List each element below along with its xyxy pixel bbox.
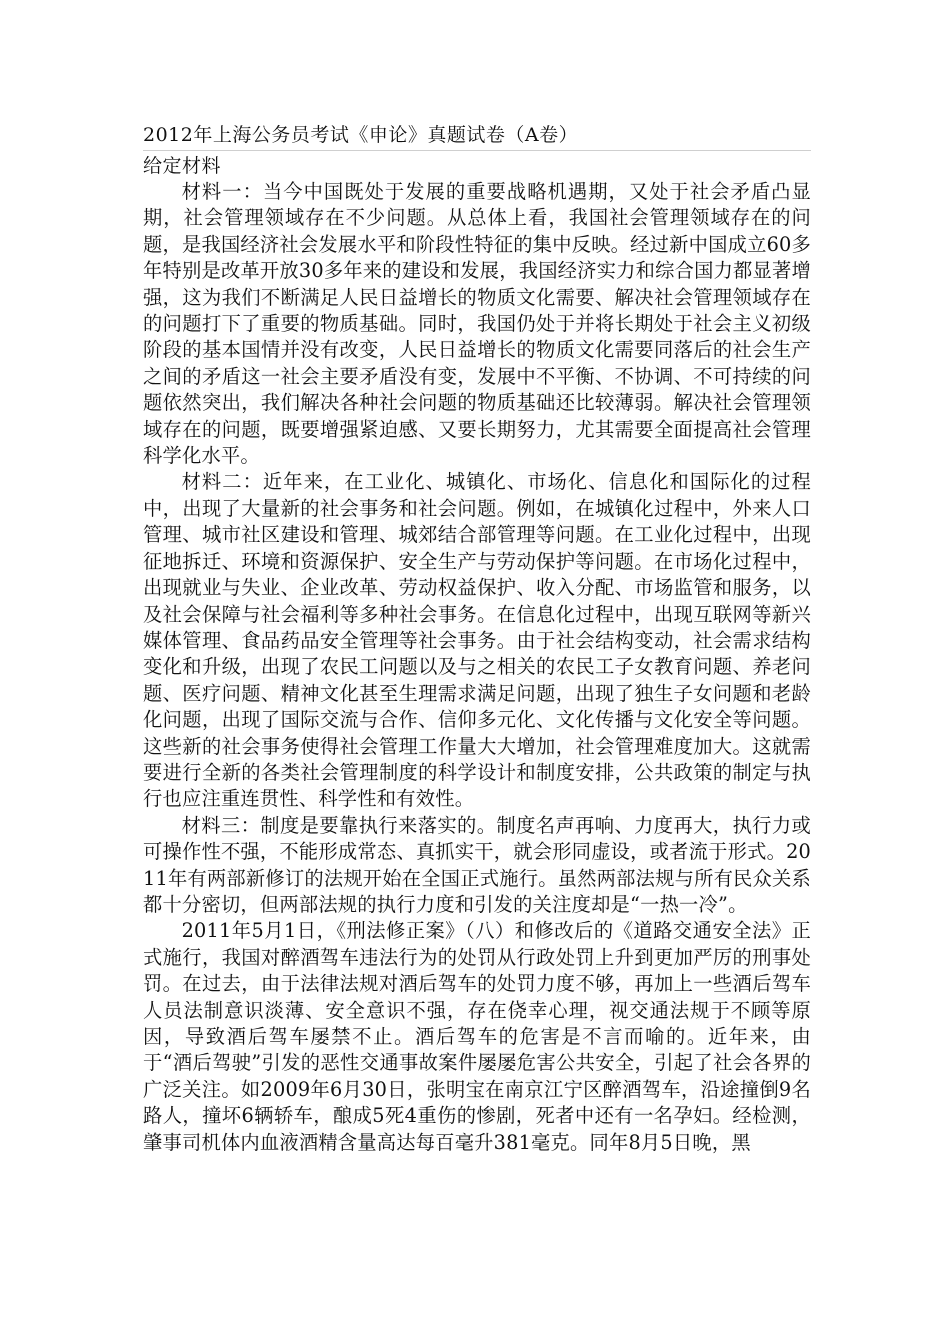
paragraph-material-3-continued: 2011年5月1日，《刑法修正案》（八）和修改后的《道路交通安全法》正式施行，我国对醉酒驾车违法行为的处罚从行政处罚上升到更加严厉的刑事处罚。在过去，由于法律法规对酒后驾车的处罚力度不够，再加上一些酒后驾车人员法制意识淡薄、安全意识不强，存在侥幸心理，视交通法规于不顾等原因，导致酒后驾车屡禁不止。酒后驾车的危害是不言而喻的。近年来，由于“酒后驾驶”引发的恶性交通事故案件屡屡危害公共安全，引起了社会各界的广泛关注。如2009年6月30日，张明宝在南京江宁区醉酒驾车，沿途撞倒9名路人，撞坏6辆轿车，酿成5死4重伤的惨剧，死者中还有一名孕妇。经检测，肇事司机体内血液酒精含量高达每百毫升381毫克。同年8月5日晚，黑	[143, 919, 811, 1154]
paragraph-material-1: 材料一：当今中国既处于发展的重要战略机遇期，又处于社会矛盾凸显期，社会管理领域存在不少问题。从总体上看，我国社会管理领域存在的问题，是我国经济社会发展水平和阶段性特征的集中反映。经过新中国成立60多年特别是改革开放30多年来的建设和发展，我国经济实力和综合国力都显著增强，这为我们不断满足人民日益增长的物质文化需要、解决社会管理领域存在的问题打下了重要的物质基础。同时，我国仍处于并将长期处于社会主义初级阶段的基本国情并没有改变，人民日益增长的物质文化需要同落后的社会生产之间的矛盾这一社会主要矛盾没有变，发展中不平衡、不协调、不可持续的问题依然突出，我们解决各种社会问题的物质基础还比较薄弱。解决社会管理领域存在的问题，既要增强紧迫感、又要长期努力，尤其需要全面提高社会管理科学化水平。	[143, 180, 811, 468]
section-heading: 给定材料	[143, 155, 222, 177]
document-title: 2012年上海公务员考试《申论》真题试卷（A卷）	[143, 118, 811, 151]
paragraph-material-2: 材料二：近年来，在工业化、城镇化、市场化、信息化和国际化的过程中，出现了大量新的社会事务和社会问题。例如，在城镇化过程中，外来人口管理、城市社区建设和管理、城郊结合部管理等问题。在工业化过程中，出现征地拆迁、环境和资源保护、安全生产与劳动保护等问题。在市场化过程中，出现就业与失业、企业改革、劳动权益保护、收入分配、市场监管和服务，以及社会保障与社会福利等多种社会事务。在信息化过程中，出现互联网等新兴媒体管理、食品药品安全管理等社会事务。由于社会结构变动，社会需求结构变化和升级，出现了农民工问题以及与之相关的农民工子女教育问题、养老问题、医疗问题、精神文化甚至生理需求满足问题，出现了独生子女问题和老龄化问题，出现了国际交流与合作、信仰多元化、文化传播与文化安全等问题。这些新的社会事务使得社会管理工作量大大增加，社会管理难度加大。这就需要进行全新的各类社会管理制度的科学设计和制度安排，公共政策的制定与执行也应注重连贯性、科学性和有效性。	[143, 470, 811, 811]
paragraph-material-3: 材料三：制度是要靠执行来落实的。制度名声再响、力度再大，执行力或可操作性不强，不能形成常态、真抓实干，就会形同虚设，或者流于形式。2011年有两部新修订的法规开始在全国正式施行。虽然两部法规与所有民众关系都十分密切，但两部法规的执行力度和引发的关注度却是“一热一冷”。	[143, 813, 811, 916]
document-body	[143, 118, 811, 1156]
